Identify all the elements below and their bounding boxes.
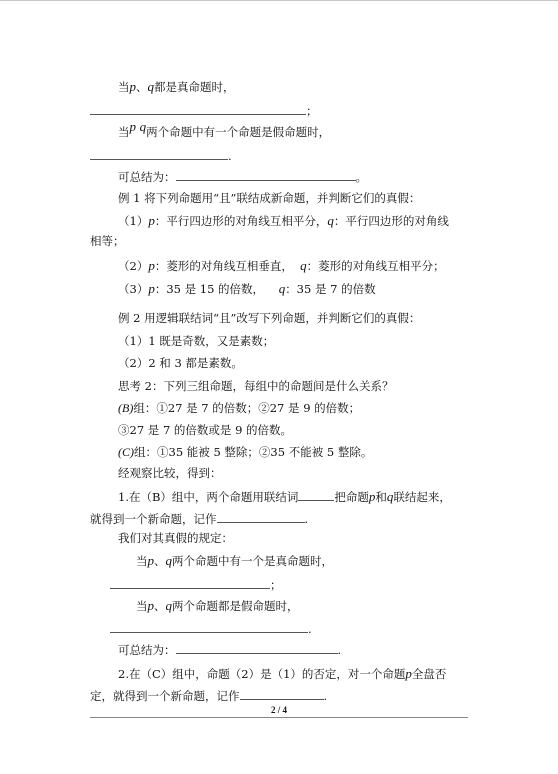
text-line: 当p、q都是真命题时， [118,79,235,94]
footer-rule [90,717,468,718]
answer-blank[interactable] [90,149,228,160]
text-line: （3）p：35 是 15 的倍数， q：35 是 7 的倍数 [118,281,376,296]
text-line: 可总结为： . [118,643,342,657]
fill-line: . [110,622,312,636]
text-line: （1）p：平行四边形的对角线互相平分，q：平行四边形的对角线 [118,213,449,228]
answer-blank[interactable] [240,689,324,700]
text-line: 相等； [90,234,125,248]
answer-blank[interactable] [110,578,270,589]
answer-blank[interactable] [217,512,305,523]
fill-line: . [90,149,232,163]
text-line: （2）2 和 3 都是素数。 [118,356,243,370]
text-line: 当p q两个命题中有一个命题是假命题时， [118,119,331,139]
text-line: （1）1 既是奇数，又是素数； [118,334,275,348]
text-line: (B)组：①27 是 7 的倍数；②27 是 9 的倍数； [118,401,361,415]
text-line: 2.在（C）组中，命题（2）是（1）的否定，对一个命题p全盘否 [118,666,447,681]
text-line: 思考 2：下列三组命题，每组中的命题间是什么关系？ [118,379,394,393]
page-number: 2 / 4 [270,705,287,715]
answer-blank[interactable] [176,170,356,181]
text-line: （2）p：菱形的对角线互相垂直， q：菱形的对角线互相平分； [118,258,445,273]
text-line: 就得到一个新命题，记作 . [90,512,309,526]
answer-blank[interactable] [90,104,306,115]
text-line: 当p、q两个命题都是假命题时， [136,598,299,613]
text-line: 我们对其真假的规定： [118,531,233,545]
answer-blank[interactable] [176,643,338,654]
text-line: 当p、q两个命题中有一个是真命题时， [136,553,333,568]
text-line: 例 1 将下列命题用“且”联结成新命题，并判断它们的真假： [118,191,421,205]
text-line: 例 2 用逻辑联结词“且”改写下列命题，并判断它们的真假： [118,311,421,325]
text-line: (C)组：①35 能被 5 整除；②35 不能被 5 整除。 [118,445,373,459]
text-line: ③27 是 7 的倍数或是 9 的倍数。 [118,423,293,437]
answer-blank[interactable] [110,622,308,633]
fill-line: ； [90,104,318,118]
top-border [0,0,558,1]
text-line: 1.在（B）组中，两个命题用联结词 把命题p和q联结起来， [118,489,451,504]
fill-line: ； [110,578,282,592]
text-line: 经观察比较，得到： [118,466,222,480]
text-line: 定，就得到一个新命题，记作 . [90,689,328,703]
text-line: 可总结为： 。 [118,170,367,184]
answer-blank[interactable] [298,490,334,501]
